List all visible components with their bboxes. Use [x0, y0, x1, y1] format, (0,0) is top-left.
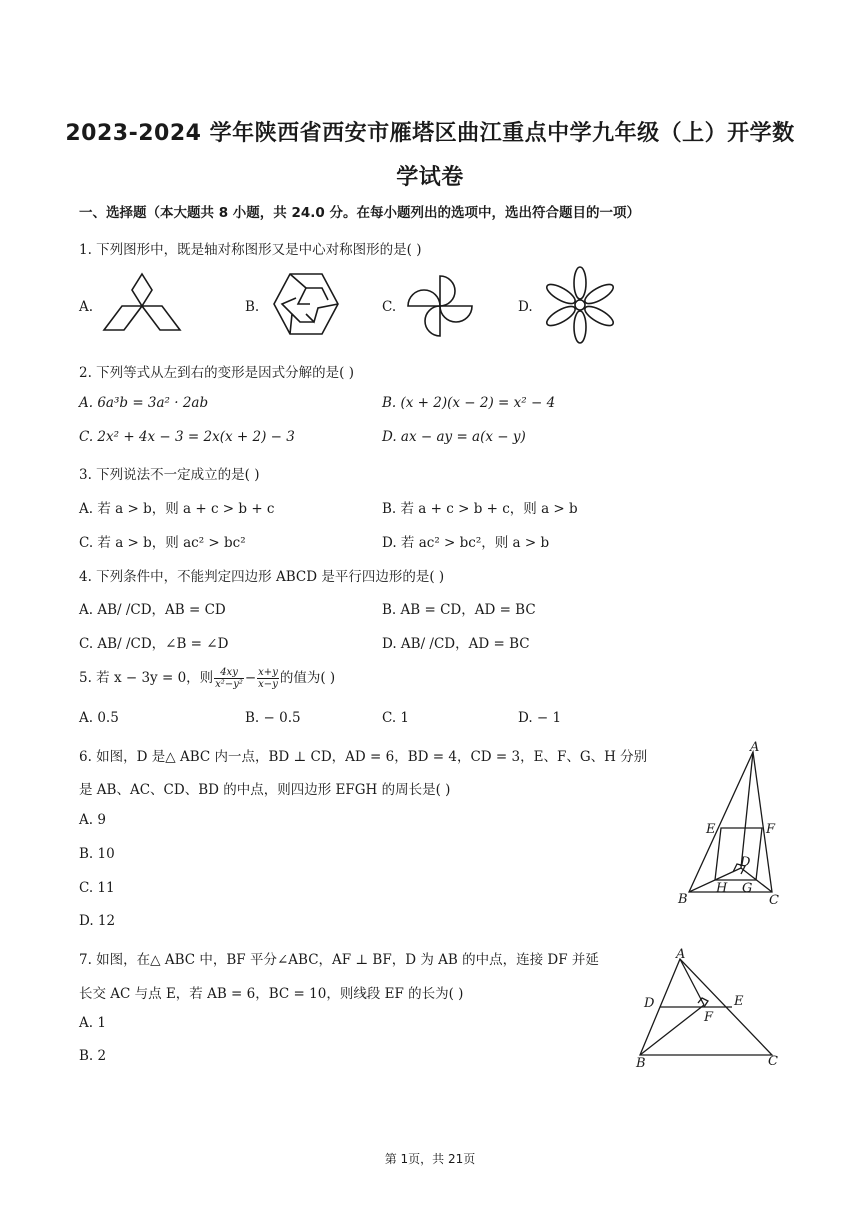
- q6-label-d: D: [740, 855, 751, 870]
- q7-label-f: F: [704, 1010, 714, 1025]
- q2-option-d: D. ax − ay = a(x − y): [382, 429, 526, 445]
- q2-option-a: A. 6a³b = 3a² · 2ab: [79, 395, 209, 411]
- q4-option-d: D. AB/ /CD，AD = BC: [382, 636, 530, 652]
- q7-label-e: E: [734, 994, 744, 1009]
- q6-label-a: A: [750, 740, 760, 755]
- q7-option-b: B. 2: [79, 1048, 107, 1064]
- q1-stem: 1. 下列图形中，既是轴对称图形又是中心对称图形的是( ): [79, 242, 422, 258]
- q5-option-b: B. − 0.5: [245, 710, 301, 726]
- q5-stem-prefix: 5. 若 x − 3y = 0，则: [79, 670, 214, 686]
- q1-option-b: B.: [245, 299, 260, 315]
- q3-option-b: B. 若 a + c > b + c，则 a > b: [382, 501, 578, 517]
- page-footer: 第 1页，共 21页: [384, 1152, 476, 1166]
- q2-option-b: B. (x + 2)(x − 2) = x² − 4: [382, 395, 556, 411]
- q7-figure-triangle: [632, 945, 782, 1070]
- q5-fraction-2: [257, 667, 279, 690]
- q6-option-a: A. 9: [79, 812, 106, 828]
- q2-stem: 2. 下列等式从左到右的变形是因式分解的是( ): [79, 365, 354, 381]
- q6-figure-triangle: [672, 740, 787, 915]
- q5-minus: −: [244, 670, 257, 686]
- q7-label-b: B: [636, 1056, 646, 1070]
- q5-fraction-2-denominator: x−y: [258, 679, 278, 690]
- q1-figure-b-hexagon-knot: [270, 270, 342, 340]
- q6-label-g: G: [742, 881, 753, 896]
- q1-figure-c-pinwheel: [404, 272, 476, 340]
- q3-option-d: D. 若 ac² > bc²，则 a > b: [382, 535, 550, 551]
- q4-stem: 4. 下列条件中，不能判定四边形 ABCD 是平行四边形的是( ): [79, 569, 445, 585]
- q3-option-c: C. 若 a > b，则 ac² > bc²: [79, 535, 246, 551]
- q6-label-h: H: [716, 881, 728, 896]
- q6-option-b: B. 10: [79, 846, 115, 862]
- q1-figure-d-flower: [540, 265, 620, 345]
- q4-option-b: B. AB = CD，AD = BC: [382, 602, 536, 618]
- q6-option-d: D. 12: [79, 913, 116, 929]
- q4-option-a: A. AB/ /CD，AB = CD: [79, 602, 226, 618]
- q5-option-a: A. 0.5: [79, 710, 119, 726]
- q6-label-f: F: [766, 822, 776, 837]
- q5-fraction-1-numerator: 4xy: [214, 667, 244, 679]
- q5-fraction-1-denominator: x²−y²: [215, 679, 243, 690]
- q7-stem-line-1: 7. 如图，在△ ABC 中，BF 平分∠ABC，AF ⊥ BF，D 为 AB 的中点，连接 DF 并延: [79, 952, 599, 968]
- q1-option-c: C.: [382, 299, 397, 315]
- q7-stem-line-2: 长交 AC 与点 E，若 AB = 6，BC = 10，则线段 EF 的长为( ): [79, 986, 464, 1002]
- q1-figure-a-rhombi: [100, 270, 185, 340]
- title-line-1: 2023-2024 学年陕西省西安市雁塔区曲江重点中学九年级（上）开学数: [65, 121, 795, 146]
- q6-label-c: C: [769, 893, 779, 908]
- q7-label-c: C: [768, 1054, 778, 1069]
- q2-option-c: C. 2x² + 4x − 3 = 2x(x + 2) − 3: [79, 429, 295, 445]
- q5-option-c: C. 1: [382, 710, 410, 726]
- q6-label-b: B: [678, 892, 688, 907]
- q5-stem: [79, 666, 335, 690]
- q1-option-a: A.: [79, 299, 94, 315]
- q5-fraction-1: [214, 667, 244, 690]
- q5-option-d: D. − 1: [518, 710, 562, 726]
- title-line-2: 学试卷: [396, 165, 464, 190]
- q6-stem-line-2: 是 AB、AC、CD、BD 的中点，则四边形 EFGH 的周长是( ): [79, 782, 451, 798]
- section-heading: 一、选择题（本大题共 8 小题，共 24.0 分。在每小题列出的选项中，选出符合题目的一项）: [79, 205, 641, 221]
- q3-option-a: A. 若 a > b，则 a + c > b + c: [79, 501, 275, 517]
- q5-fraction-2-numerator: x+y: [258, 667, 278, 678]
- q3-stem: 3. 下列说法不一定成立的是( ): [79, 467, 260, 483]
- q6-label-e: E: [706, 822, 716, 837]
- q6-stem-line-1: 6. 如图，D 是△ ABC 内一点，BD ⊥ CD，AD = 6，BD = 4，CD = 3，E、F、G、H 分别: [79, 749, 648, 765]
- q1-option-d: D.: [518, 299, 533, 315]
- q7-option-a: A. 1: [79, 1015, 106, 1031]
- q5-stem-suffix: 的值为( ): [279, 670, 336, 686]
- q7-label-a: A: [676, 947, 686, 962]
- q6-option-c: C. 11: [79, 880, 115, 896]
- q4-option-c: C. AB/ /CD，∠B = ∠D: [79, 636, 229, 652]
- q7-label-d: D: [644, 996, 655, 1011]
